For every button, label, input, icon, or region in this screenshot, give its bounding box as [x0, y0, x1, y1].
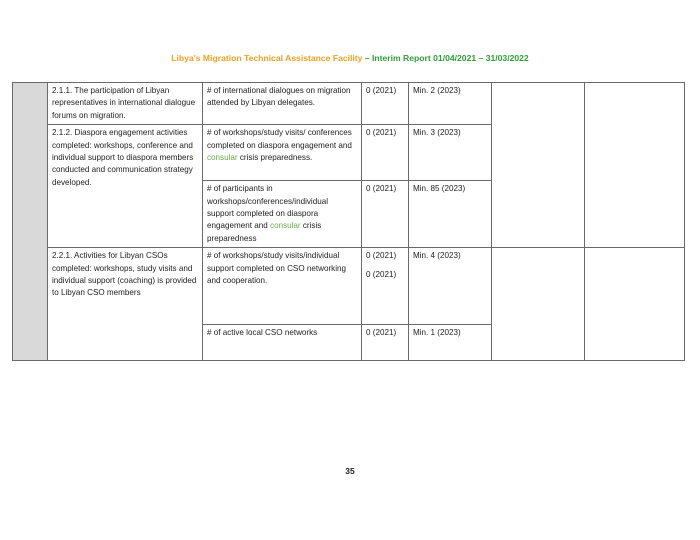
target-cell: Min. 1 (2023) — [409, 325, 492, 361]
logframe-table — [12, 82, 685, 361]
header-report-period: Interim Report 01/04/2021 – 31/03/2022 — [372, 53, 529, 63]
blank-cell — [585, 248, 685, 361]
table-row — [13, 248, 685, 325]
indicator-cell — [203, 125, 362, 181]
page-number: 35 — [345, 466, 355, 476]
baseline-cell: 0 (2021) — [362, 181, 409, 248]
grey-margin-cell — [13, 83, 48, 361]
target-cell: Min. 3 (2023) — [409, 125, 492, 181]
baseline-cell: 0 (2021) — [362, 83, 409, 125]
output-cell: 2.1.2. Diaspora engagement activities completed: workshops, conference and individual support to diaspora members conducted and communication strategy developed. — [48, 125, 203, 248]
target-cell: Min. 4 (2023) — [409, 248, 492, 325]
indicator-cell: # of workshops/study visits/individual support completed on CSO networking and cooperation. — [203, 248, 362, 325]
indicator-text: crisis preparedness. — [237, 153, 313, 163]
indicator-text: # of workshops/study visits/ conferences completed on diaspora engagement and — [207, 128, 352, 150]
indicator-cell: # of international dialogues on migration attended by Libyan delegates. — [203, 83, 362, 125]
header-separator: – — [362, 53, 373, 63]
output-cell: 2.1.1. The participation of Libyan representatives in international dialogue forums on migration. — [48, 83, 203, 125]
indicator-highlight: consular — [207, 153, 238, 163]
baseline-cell — [362, 248, 409, 325]
target-cell: Min. 2 (2023) — [409, 83, 492, 125]
indicator-text: crisis preparedness — [207, 221, 322, 243]
target-cell: Min. 85 (2023) — [409, 181, 492, 248]
baseline-cell: 0 (2021) — [362, 325, 409, 361]
blank-cell — [585, 83, 685, 248]
header-project-title: Libya's Migration Technical Assistance Facility — [171, 53, 363, 63]
baseline-value: 0 (2021) — [366, 269, 397, 279]
baseline-value: 0 (2021) — [366, 251, 397, 261]
indicator-cell — [203, 181, 362, 248]
report-header — [0, 53, 700, 63]
blank-cell — [492, 248, 585, 361]
indicator-cell: # of active local CSO networks — [203, 325, 362, 361]
blank-cell — [492, 83, 585, 248]
table-row — [13, 83, 685, 125]
baseline-cell: 0 (2021) — [362, 125, 409, 181]
indicator-text: # of participants in workshops/conferences/individual support completed on diaspora engagement and — [207, 184, 329, 231]
indicator-highlight: consular — [270, 221, 301, 231]
output-cell: 2.2.1. Activities for Libyan CSOs completed: workshops, study visits and individual support (coaching) is provided to Libyan CSO members — [48, 248, 203, 361]
